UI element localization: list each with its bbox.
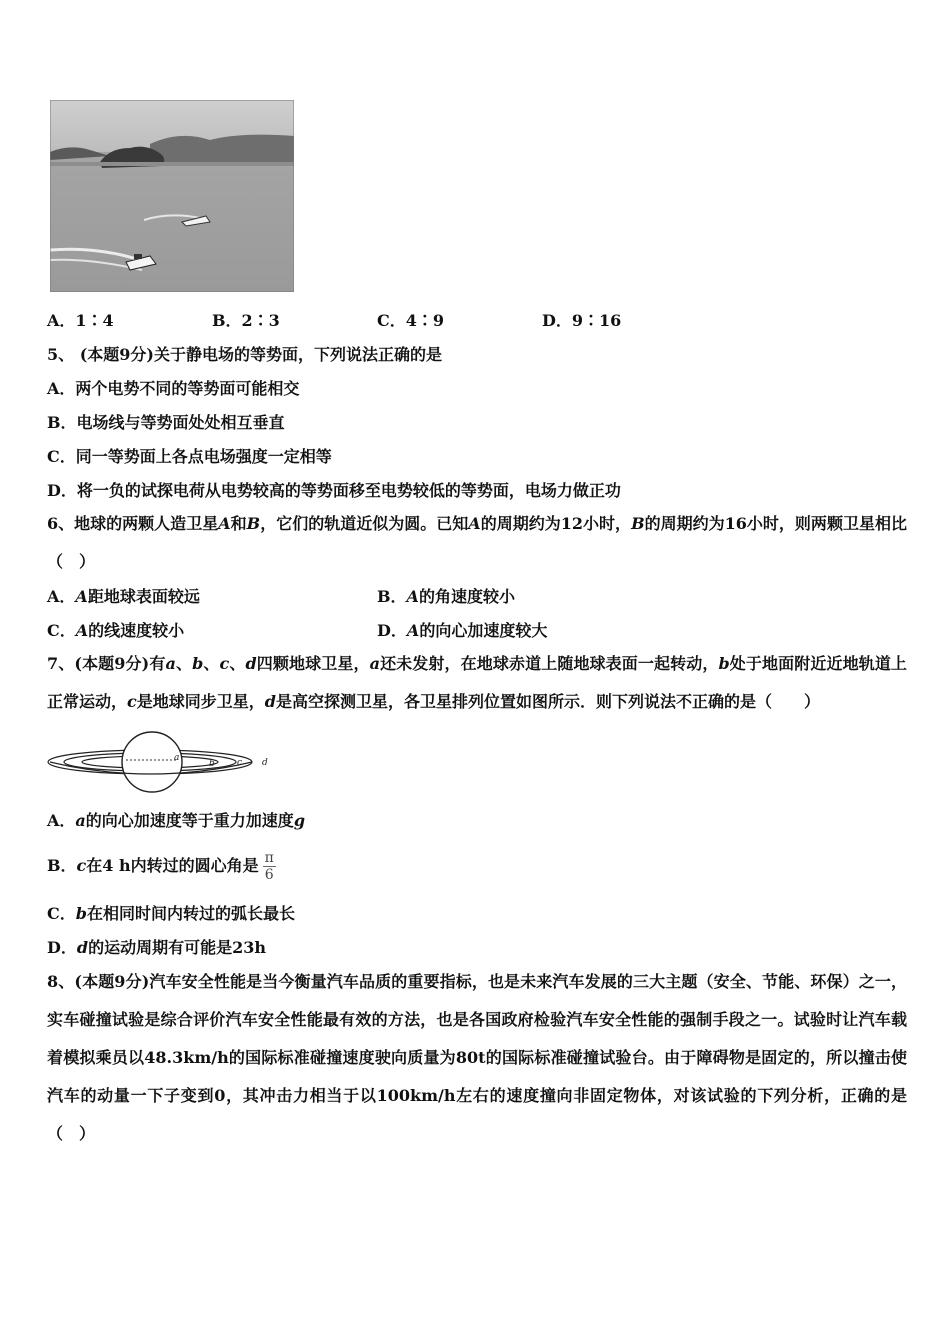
q6-option-a[interactable]: A．A距地球表面较远	[47, 587, 200, 606]
q7-option-b[interactable]: B．c在4 h内转过的圆心角是 $\frac{\pi}{6}$	[47, 850, 274, 883]
label-a: a	[174, 753, 180, 763]
q4-option-b[interactable]: B．2∶3	[212, 311, 280, 330]
label-c: c	[237, 758, 243, 768]
q6-options-row1	[47, 587, 927, 607]
q4-options	[47, 311, 927, 331]
q6-option-c[interactable]: C．A的线速度较小	[47, 621, 185, 640]
q4-option-d[interactable]: D．9∶16	[542, 311, 622, 330]
q5-option-c[interactable]: C．同一等势面上各点电场强度一定相等	[47, 447, 332, 466]
label-d: d	[262, 758, 268, 768]
earth	[122, 732, 182, 792]
satellite-orbit-diagram	[46, 728, 276, 796]
q5-option-a[interactable]: A．两个电势不同的等势面可能相交	[47, 379, 300, 398]
q4-option-c[interactable]: C．4∶9	[377, 311, 445, 330]
label-b: b	[209, 759, 215, 769]
q7-option-a[interactable]: A．a的向心加速度等于重力加速度g	[47, 811, 305, 830]
speedboat-photo	[50, 100, 294, 292]
q6-options-row2	[47, 621, 927, 641]
q8-stem: 8、(本题9分)汽车安全性能是当今衡量汽车品质的重要指标，也是未来汽车发展的三大主题（安全、节能、环保）之一，实车碰撞试验是综合评价汽车安全性能最有效的方法，也是各国政府检验汽车安全性能的强制手段之一。试验时让汽车载着模拟乘员以48.3km/h的国际标准碰撞速度驶向质量为80t的国际标准碰撞试验台。由于障碍物是固定的，所以撞击使汽车的动量一下子变到0，其冲击力相当于以100km/h左右的速度撞向非固定物体，对该试验的下列分析，正确的是（ ）	[47, 972, 907, 1143]
q6-stem: 6、地球的两颗人造卫星A和B，它们的轨道近似为圆。已知A的周期约为12小时，B的周期约为16小时，则两颗卫星相比（ ）	[47, 514, 907, 571]
pi-over-6-fraction: $\frac{\pi}{6}$	[264, 850, 274, 883]
q7-option-c[interactable]: C．b在相同时间内转过的弧长最长	[47, 904, 295, 923]
q7-option-d[interactable]: D．d的运动周期有可能是23h	[47, 938, 266, 957]
q5-option-b[interactable]: B．电场线与等势面处处相互垂直	[47, 413, 285, 432]
q5-stem: 5、 (本题9分)关于静电场的等势面，下列说法正确的是	[47, 345, 442, 364]
q7-stem: 7、(本题9分)有a、b、c、d四颗地球卫星，a还未发射，在地球赤道上随地球表面一起转动，b处于地面附近近地轨道上正常运动，c是地球同步卫星，d是高空探测卫星，各卫星排列位置如图所示．则下列说法不正确的是（ ）	[47, 654, 907, 711]
q5-option-d[interactable]: D．将一负的试探电荷从电势较高的等势面移至电势较低的等势面，电场力做正功	[47, 481, 621, 500]
q6-option-b[interactable]: B．A的角速度较小	[377, 587, 515, 606]
q6-option-d[interactable]: D．A的向心加速度较大	[377, 621, 548, 640]
q4-option-a[interactable]: A．1∶4	[47, 311, 114, 330]
